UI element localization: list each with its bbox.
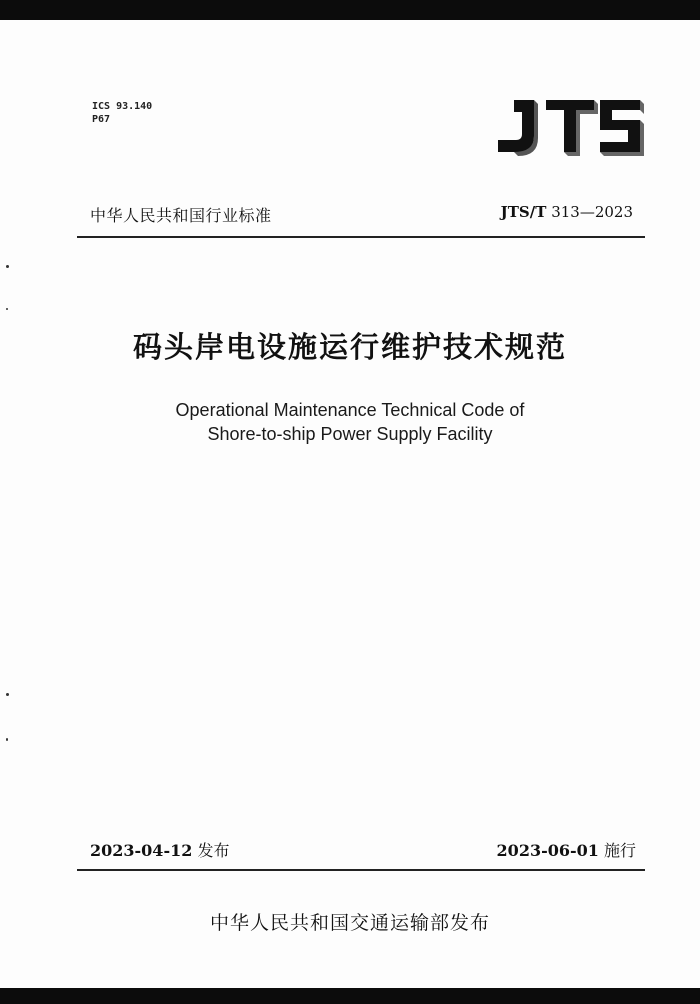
classification-codes: [92, 100, 152, 126]
category-code: P67: [92, 114, 111, 125]
ics-code: ICS 93.140: [92, 101, 153, 112]
effective-date-block: [497, 838, 636, 861]
scan-speck: [6, 265, 9, 268]
scan-border-top: [0, 0, 700, 20]
scan-speck: [6, 738, 8, 741]
title-english-line1: Operational Maintenance Technical Code of: [175, 400, 525, 420]
standard-code-prefix: JTS/T: [500, 203, 547, 221]
title-english-line2: Shore-to-ship Power Supply Facility: [207, 424, 493, 444]
standard-code-number: 313—2023: [551, 203, 633, 221]
bottom-divider: [77, 869, 645, 871]
jts-logo: [494, 96, 646, 158]
standard-code: [501, 203, 633, 221]
issue-date: 2023-04-12: [90, 841, 193, 860]
scan-speck: [6, 308, 8, 310]
scan-border-bottom: [0, 988, 700, 1004]
title-chinese: 码头岸电设施运行维护技术规范: [132, 330, 567, 364]
standard-type-label: 中华人民共和国行业标准: [90, 206, 272, 225]
title-english: [0, 398, 700, 446]
scan-speck: [6, 693, 9, 696]
effective-date: 2023-06-01: [496, 841, 599, 860]
issue-label: 发布: [197, 841, 230, 860]
effective-label: 施行: [603, 841, 636, 860]
top-divider: [77, 236, 645, 238]
issue-date-block: [90, 838, 229, 861]
publisher: 中华人民共和国交通运输部发布: [209, 912, 490, 934]
